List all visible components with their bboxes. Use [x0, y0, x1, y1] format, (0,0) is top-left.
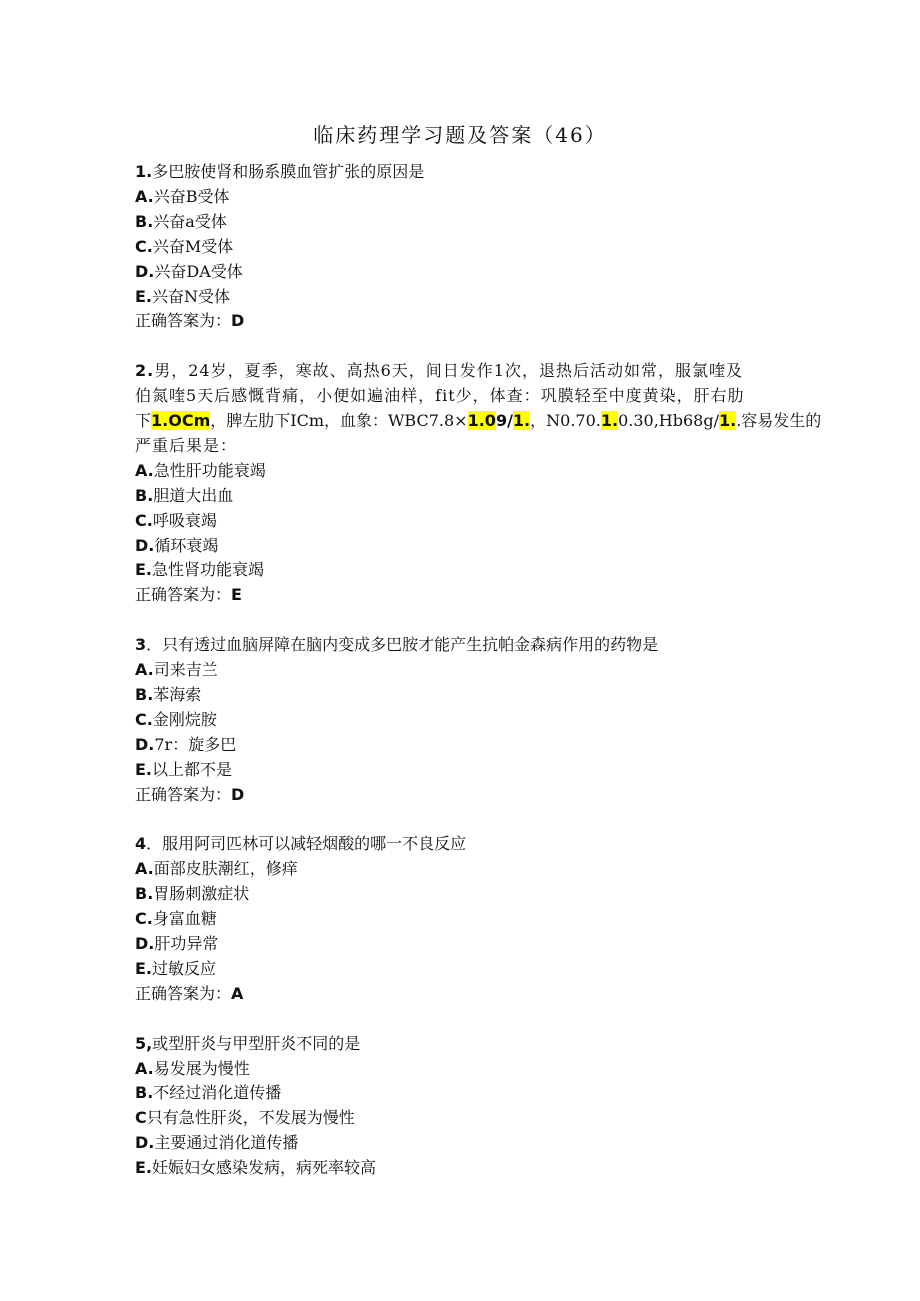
- question-text: 伯氮喹5天后感慨背痛，小便如遍油样，fit少，体查：巩膜轻至中度黄染，肝右肋: [135, 386, 745, 406]
- answer-value: D: [231, 784, 245, 804]
- option-label: B.: [135, 685, 154, 704]
- option-text: 金刚烷胺: [152, 709, 217, 729]
- answer-line: [135, 982, 795, 1007]
- question-list: [135, 160, 822, 1206]
- option-text: 过敏反应: [152, 958, 217, 978]
- option-text: 易发展为慢性: [153, 1058, 250, 1078]
- option-a: [135, 459, 795, 484]
- option-d: [135, 932, 795, 957]
- option-label: A.: [135, 859, 154, 879]
- answer-prefix: 正确答案为：: [135, 585, 232, 605]
- question-text: 严重后果是：: [135, 435, 238, 455]
- highlighted-text: 1.: [512, 411, 531, 431]
- option-text: 兴奋M受体: [152, 236, 234, 256]
- option-label: D.: [135, 261, 155, 281]
- question-text: ．服用阿司匹林可以减轻烟酸的哪一不良反应: [146, 834, 467, 854]
- question-stem-line-3: [135, 409, 822, 434]
- option-a: [135, 185, 795, 210]
- answer-line: [135, 309, 795, 334]
- option-label: B.: [135, 211, 154, 231]
- question-text: 0.30,Hb68g/: [618, 411, 719, 431]
- answer-prefix: 正确答案为：: [135, 311, 232, 331]
- option-text: 身富血糖: [152, 909, 217, 929]
- question-text: ．只有透过血脑屏障在脑内变成多巴胺才能产生抗帕金森病作用的药物是: [146, 635, 659, 655]
- option-label: A.: [135, 660, 154, 680]
- option-label: C.: [135, 510, 153, 530]
- option-d: [135, 1131, 795, 1156]
- option-label: C.: [135, 909, 153, 929]
- question-text: ，N0.70.: [530, 411, 601, 431]
- question-1: [135, 160, 795, 334]
- option-label: E.: [135, 958, 153, 978]
- option-c: [135, 708, 795, 733]
- highlighted-text: 1.0: [467, 411, 496, 431]
- option-label: C: [135, 1108, 147, 1128]
- question-number: 1.: [135, 162, 153, 181]
- answer-line: [135, 783, 795, 808]
- option-a: [135, 1057, 795, 1082]
- option-text: 兴奋N受体: [152, 286, 231, 306]
- question-5: [135, 1032, 795, 1181]
- option-e: [135, 758, 795, 783]
- highlighted-text: 1.: [600, 411, 619, 431]
- highlighted-text: 1.: [718, 411, 737, 431]
- option-text: 肝功异常: [154, 934, 219, 954]
- option-text: 只有急性肝炎，不发展为慢性: [146, 1108, 355, 1128]
- question-number: 4: [135, 834, 147, 854]
- answer-line: [135, 583, 795, 608]
- option-label: D.: [135, 734, 155, 754]
- question-3: [135, 633, 795, 807]
- option-label: A.: [135, 460, 154, 480]
- option-text: 急性肾功能衰竭: [152, 560, 265, 580]
- option-d: [135, 534, 795, 559]
- option-b: [135, 210, 795, 235]
- question-text: ，脾左肋下ICm，血象：WBC7.8×: [210, 411, 468, 431]
- option-text: 兴奋B受体: [153, 186, 230, 206]
- option-label: B.: [135, 485, 154, 505]
- option-e: [135, 957, 795, 982]
- option-text: 妊娠妇女感染发病，病死率较高: [152, 1158, 377, 1178]
- option-label: D.: [135, 535, 155, 555]
- question-2: [135, 359, 822, 608]
- question-text: 或型肝炎与甲型肝炎不同的是: [152, 1033, 361, 1053]
- option-text: 循环衰竭: [154, 535, 219, 555]
- question-stem: [135, 1032, 795, 1057]
- option-text: 苯海索: [153, 685, 202, 704]
- option-label: D.: [135, 934, 155, 954]
- answer-prefix: 正确答案为：: [135, 784, 232, 804]
- option-label: E.: [135, 560, 153, 580]
- option-c: [135, 907, 795, 932]
- answer-prefix: 正确答案为：: [135, 983, 232, 1003]
- answer-value: A: [231, 983, 244, 1003]
- option-c: [135, 1106, 795, 1131]
- option-b: [135, 882, 795, 907]
- question-text: 男，24岁，夏季，寒故、高热6天，间日发作1次，退热后活动如常，服氯喹及: [154, 361, 743, 381]
- option-text: 面部皮肤潮红，修痒: [153, 859, 298, 879]
- option-a: [135, 658, 795, 683]
- highlighted-text: 1.OCm: [151, 411, 211, 431]
- option-d: [135, 260, 795, 285]
- answer-value: E: [231, 585, 242, 605]
- option-b: [135, 683, 795, 708]
- question-stem: [135, 359, 795, 384]
- option-text: 兴奋DA受体: [154, 261, 243, 281]
- option-label: A.: [135, 1058, 154, 1078]
- option-label: B.: [135, 884, 154, 904]
- option-b: [135, 1081, 795, 1106]
- option-label: D.: [135, 1133, 155, 1153]
- option-label: E.: [135, 759, 153, 779]
- option-e: [135, 1156, 795, 1181]
- option-label: B.: [135, 1083, 154, 1103]
- question-stem-line-4: [135, 434, 795, 459]
- question-stem: [135, 633, 795, 658]
- option-c: [135, 235, 795, 260]
- option-text: 不经过消化道传播: [153, 1083, 282, 1103]
- question-text: 多巴胺使肾和肠系膜血管扩张的原因是: [152, 162, 425, 181]
- document-title: 临床药理学习题及答案（46）: [313, 123, 607, 147]
- question-text: 下: [135, 411, 152, 431]
- question-4: [135, 832, 795, 1006]
- option-e: [135, 558, 795, 583]
- option-label: C.: [135, 709, 153, 729]
- question-number: 3: [135, 635, 147, 655]
- option-label: C.: [135, 236, 153, 256]
- question-number: 2.: [135, 361, 155, 381]
- option-text: 司来吉兰: [153, 660, 218, 680]
- option-text: 以上都不是: [152, 759, 233, 779]
- question-number: 5,: [135, 1033, 153, 1053]
- option-a: [135, 857, 795, 882]
- option-c: [135, 509, 795, 534]
- option-text: 急性肝功能衰竭: [153, 460, 266, 480]
- option-label: A.: [135, 186, 154, 206]
- option-text: 7r：旋多巴: [154, 734, 237, 754]
- option-label: E.: [135, 1158, 153, 1178]
- question-stem: [135, 160, 795, 185]
- option-label: E.: [135, 286, 153, 306]
- question-text: .容易发生的: [736, 411, 822, 431]
- option-text: 主要通过消化道传播: [154, 1133, 299, 1153]
- question-stem: [135, 832, 795, 857]
- option-d: [135, 733, 795, 758]
- option-e: [135, 285, 795, 310]
- option-text: 胆道大出血: [153, 485, 234, 505]
- option-text: 兴奋a受体: [153, 211, 227, 231]
- option-text: 胃肠刺激症状: [153, 884, 250, 904]
- question-stem-line-2: [135, 384, 795, 409]
- option-b: [135, 484, 795, 509]
- option-text: 呼吸衰竭: [152, 510, 217, 530]
- question-text: 9/: [495, 411, 513, 431]
- answer-value: D: [231, 311, 245, 331]
